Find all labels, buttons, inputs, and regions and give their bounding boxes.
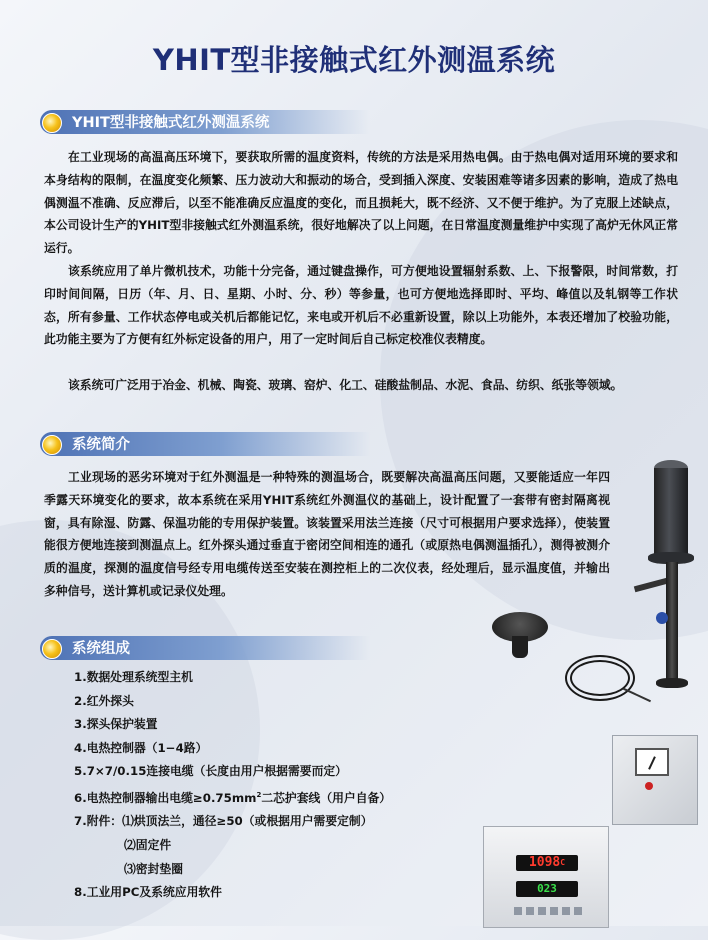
list-item	[74, 784, 391, 811]
section-bullet-icon	[42, 639, 62, 659]
infrared-probe-image	[630, 460, 700, 695]
list-item: ⑶密封垫圈	[124, 861, 183, 876]
list-item: 8.工业用PC及系统应用软件	[74, 885, 222, 900]
paragraph: 该系统可广泛用于冶金、机械、陶瓷、玻璃、窑炉、化工、硅酸盐制品、水泥、食品、纺织、纸张等领域。	[68, 378, 623, 392]
superscript: 2	[256, 790, 262, 799]
page-title: YHIT型非接触式红外测温系统	[152, 43, 556, 77]
probe-valve	[656, 612, 668, 624]
list-item: 1.数据处理系统型主机	[74, 670, 193, 684]
instrument-keypad	[514, 907, 584, 915]
section-bullet-icon	[42, 113, 62, 133]
main-instrument-image	[483, 826, 609, 928]
paragraph: 工业现场的恶劣环境对于红外测温是一种特殊的测温场合，既要解决高温高压问题，又要能适应一年四季露天环境变化的要求，故本系统在采用YHIT系统红外测温仪的基础上，设计配置了一套带有密封隔离视窗，具有除湿、防露、保温功能的专用保护装置。该装置采用法兰连接（尺寸可根据用户要求选择），使装置能很方便地连接到测温点上。红外探头通过垂直于密闭空间相连的通孔（或原热电偶测温插孔），测得被测介质的温度，探测的温度信号经专用电缆传送至安装在测控柜上的二次仪表，经处理后，显示温度值，并输出多种信号，送计算机或记录仪处理。	[44, 470, 610, 598]
list-item: 3.探头保护装置	[74, 717, 158, 732]
list-item: 7.附件：⑴烘顶法兰，通径≥50（或根据用户需要定制）	[74, 814, 373, 829]
list-item: 5.7×7/0.15连接电缆（长度由用户根据需要而定）	[74, 764, 347, 779]
section-bullet-icon	[42, 435, 62, 455]
probe-arm	[634, 578, 668, 593]
list-item: 4.电热控制器（1−4路）	[74, 740, 208, 755]
paragraph: 该系统应用了单片微机技术，功能十分完备，通过键盘操作，可方便地设置辐射系数、上、下报警限，时间常数，打印时间间隔，日历（年、月、日、星期、小时、分、秒）等参量，也可方便地选择即时、平均、峰值以及轧钢等工作状态，所有参量、工作状态停电或关机后都能记忆，来电或开机后不必重新设置，除以上功能外，本表还增加了校验功能，此功能主要为了方便有红外标定设备的用户，用了一定时间后自己标定校准仪表精度。	[44, 264, 678, 347]
paragraph: 在工业现场的高温高压环境下，要获取所需的温度资料，传统的方法是采用热电偶。由于热电偶对适用环境的要求和本身结构的限制，在温度变化频繁、压力波动大和振动的场合，受到插入深度、安装困难等诸多因素的影响，造成了热电偶测温不准确、反应滞后，以至不能准确反应温度的变化，而且损耗大，既不经济、又不便于维护。为了克服上述缺点，本公司设计生产的YHIT型非接触式红外测温系统，很好地解决了以上问题，在日常温度测量维护中实现了高炉无休风正常运行。	[44, 150, 678, 256]
section-title: 系统简介	[72, 437, 130, 453]
protective-cap-stem	[512, 636, 528, 658]
list-item: ⑵固定件	[124, 838, 172, 853]
section-header-overview	[40, 432, 370, 456]
indicator-lamp	[645, 782, 653, 790]
probe-cylinder	[654, 468, 688, 556]
list-item-text: 二芯护套线（用户自备）	[261, 790, 392, 805]
meter-needle	[648, 756, 656, 770]
probe-pipe	[666, 562, 678, 682]
temperature-unit: C	[560, 858, 566, 867]
temperature-value: 1098	[528, 855, 561, 870]
meter-gauge-icon	[635, 748, 669, 776]
section-header-composition	[40, 636, 370, 660]
temperature-display	[516, 855, 578, 871]
secondary-display: 023	[516, 881, 578, 897]
probe-base	[656, 678, 688, 688]
component-list	[74, 666, 391, 905]
section-title: YHIT型非接触式红外测温系统	[72, 115, 270, 131]
section-header-intro	[40, 110, 370, 134]
list-item: 2.红外探头	[74, 693, 134, 708]
heater-controller-image	[612, 735, 698, 825]
cable-coil-image	[565, 655, 635, 701]
list-item-text: 6.电热控制器输出电缆≥0.75mm	[74, 790, 257, 805]
section-title: 系统组成	[72, 641, 130, 657]
